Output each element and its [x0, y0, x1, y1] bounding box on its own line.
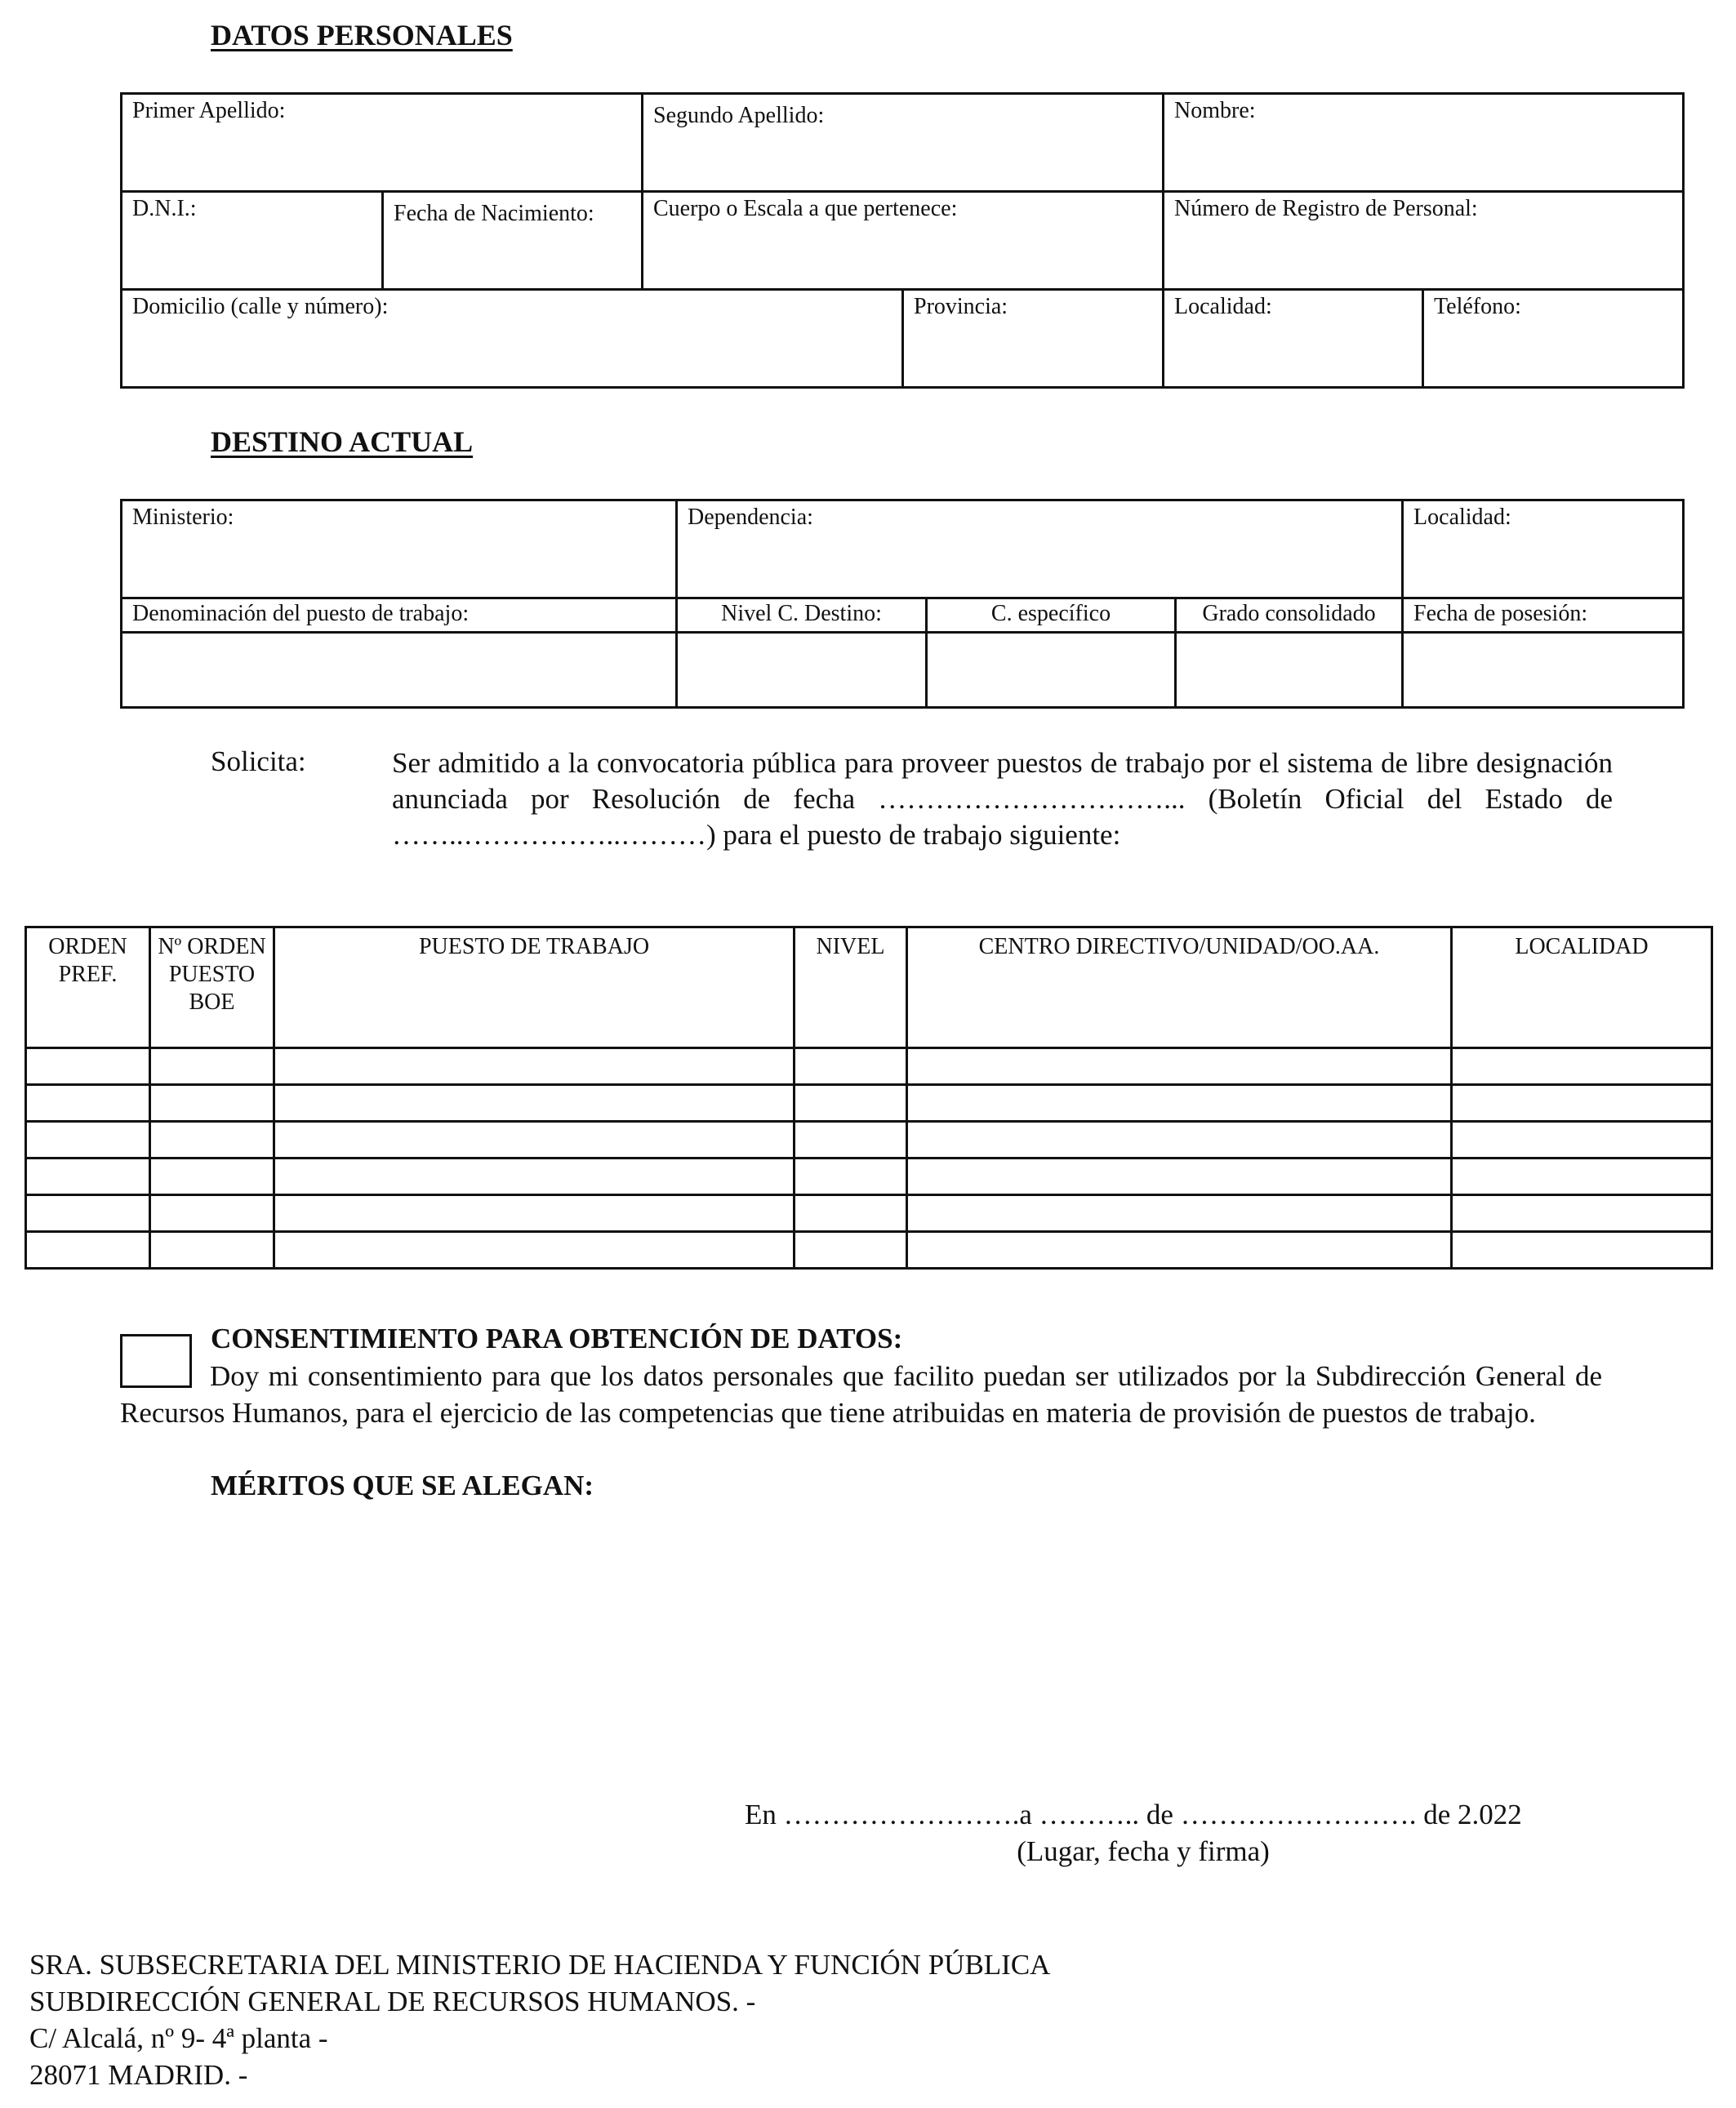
table-cell[interactable]	[26, 1195, 150, 1232]
table-cell[interactable]	[26, 1048, 150, 1085]
table-cell[interactable]	[795, 1122, 907, 1159]
table-row	[26, 1232, 1712, 1269]
address-line: SRA. SUBSECRETARIA DEL MINISTERIO DE HACIENDA Y FUNCIÓN PÚBLICA	[29, 1949, 1051, 1981]
consent-text-block	[120, 1358, 1602, 1431]
destino-actual-heading: DESTINO ACTUAL	[211, 425, 474, 458]
table-cell[interactable]	[907, 1159, 1452, 1195]
table-cell[interactable]	[26, 1085, 150, 1122]
n-orden-header: Nº ORDEN PUESTO BOE	[150, 927, 274, 1048]
table-cell[interactable]	[1452, 1122, 1712, 1159]
table-cell[interactable]	[150, 1159, 274, 1195]
table-cell[interactable]	[150, 1048, 274, 1085]
grado-consolidado-input[interactable]	[1176, 633, 1403, 708]
table-cell[interactable]	[1452, 1159, 1712, 1195]
fecha-posesion-header: Fecha de posesión:	[1403, 598, 1684, 633]
domicilio-field[interactable]	[122, 290, 903, 388]
table-cell[interactable]	[907, 1085, 1452, 1122]
localidad-header: LOCALIDAD	[1452, 927, 1712, 1048]
table-cell[interactable]	[795, 1085, 907, 1122]
ministerio-field[interactable]	[122, 500, 677, 598]
grado-consolidado-header: Grado consolidado	[1176, 598, 1403, 633]
address-line: 28071 MADRID. -	[29, 2059, 248, 2091]
nivel-header: NIVEL	[795, 927, 907, 1048]
orden-pref-header: ORDEN PREF.	[26, 927, 150, 1048]
table-cell[interactable]	[907, 1232, 1452, 1269]
localidad-label: Localidad:	[1174, 294, 1272, 319]
table-cell[interactable]	[1452, 1195, 1712, 1232]
table-cell[interactable]	[907, 1048, 1452, 1085]
table-row	[26, 1085, 1712, 1122]
centro-header: CENTRO DIRECTIVO/UNIDAD/OO.AA.	[907, 927, 1452, 1048]
address-line: C/ Alcalá, nº 9- 4ª planta -	[29, 2022, 328, 2054]
table-cell[interactable]	[26, 1122, 150, 1159]
address-block	[29, 1946, 1050, 2093]
fecha-nacimiento-label: Fecha de Nacimiento:	[394, 201, 594, 226]
nombre-field[interactable]	[1164, 94, 1684, 192]
table-cell[interactable]	[1452, 1232, 1712, 1269]
dni-field[interactable]	[122, 192, 383, 290]
localidad-destino-field[interactable]	[1403, 500, 1684, 598]
ministerio-label: Ministerio:	[132, 505, 234, 530]
table-row	[26, 1195, 1712, 1232]
table-row	[26, 1048, 1712, 1085]
numero-registro-field[interactable]	[1164, 192, 1684, 290]
table-cell[interactable]	[150, 1085, 274, 1122]
localidad-field[interactable]	[1164, 290, 1423, 388]
provincia-label: Provincia:	[914, 294, 1008, 319]
table-row	[26, 1159, 1712, 1195]
fecha-posesion-input[interactable]	[1403, 633, 1684, 708]
telefono-label: Teléfono:	[1434, 294, 1521, 319]
table-cell[interactable]	[274, 1195, 795, 1232]
denominacion-header: Denominación del puesto de trabajo:	[122, 598, 677, 633]
table-cell[interactable]	[1452, 1048, 1712, 1085]
table-cell[interactable]	[274, 1122, 795, 1159]
address-line: SUBDIRECCIÓN GENERAL DE RECURSOS HUMANOS. -	[29, 1986, 756, 2017]
dependencia-label: Dependencia:	[688, 505, 813, 530]
solicita-label: Solicita:	[211, 745, 306, 777]
nombre-label: Nombre:	[1174, 98, 1256, 123]
fecha-nacimiento-field[interactable]	[383, 192, 643, 290]
dependencia-field[interactable]	[677, 500, 1403, 598]
cuerpo-escala-label: Cuerpo o Escala a que pertenece:	[653, 196, 958, 221]
domicilio-label: Domicilio (calle y número):	[132, 294, 389, 319]
table-cell[interactable]	[274, 1085, 795, 1122]
puestos-table	[24, 926, 1713, 1270]
dni-label: D.N.I.:	[132, 196, 197, 221]
table-cell[interactable]	[795, 1195, 907, 1232]
signature-line: En …………………….a ……….. de ……………………. de 2.022	[745, 1799, 1522, 1830]
segundo-apellido-field[interactable]	[643, 94, 1164, 192]
table-cell[interactable]	[274, 1159, 795, 1195]
table-cell[interactable]	[274, 1232, 795, 1269]
meritos-title: MÉRITOS QUE SE ALEGAN:	[211, 1470, 594, 1501]
solicita-text: Ser admitido a la convocatoria pública para proveer puestos de trabajo por el sistema de libre designación anunciada por Resolución de fecha …………………………... (Boletín Oficial del Estado de ……..……………..………) para el puesto de trabajo siguiente:	[392, 747, 1613, 851]
nivel-destino-header: Nivel C. Destino:	[677, 598, 927, 633]
provincia-field[interactable]	[903, 290, 1164, 388]
c-especifico-header: C. específico	[927, 598, 1176, 633]
telefono-field[interactable]	[1423, 290, 1684, 388]
table-cell[interactable]	[150, 1122, 274, 1159]
table-cell[interactable]	[26, 1159, 150, 1195]
primer-apellido-label: Primer Apellido:	[132, 98, 286, 123]
table-cell[interactable]	[795, 1048, 907, 1085]
cuerpo-escala-field[interactable]	[643, 192, 1164, 290]
table-cell[interactable]	[907, 1195, 1452, 1232]
nivel-destino-input[interactable]	[677, 633, 927, 708]
table-cell[interactable]	[795, 1232, 907, 1269]
datos-personales-table	[120, 92, 1685, 389]
consent-text: Doy mi consentimiento para que los datos personales que facilito puedan ser utilizados por la Subdirección General de Recursos Humanos, para el ejercicio de las competencias que tiene atribuidas en materia de provisión de puestos de trabajo.	[120, 1360, 1602, 1429]
datos-personales-heading: DATOS PERSONALES	[211, 19, 513, 51]
table-row	[26, 1122, 1712, 1159]
table-cell[interactable]	[274, 1048, 795, 1085]
primer-apellido-field[interactable]	[122, 94, 643, 192]
denominacion-input[interactable]	[122, 633, 677, 708]
table-cell[interactable]	[150, 1232, 274, 1269]
table-cell[interactable]	[795, 1159, 907, 1195]
table-cell[interactable]	[907, 1122, 1452, 1159]
table-cell[interactable]	[26, 1232, 150, 1269]
puesto-header: PUESTO DE TRABAJO	[274, 927, 795, 1048]
c-especifico-input[interactable]	[927, 633, 1176, 708]
segundo-apellido-label: Segundo Apellido:	[653, 103, 825, 128]
table-cell[interactable]	[1452, 1085, 1712, 1122]
signature-caption: (Lugar, fecha y firma)	[1017, 1835, 1270, 1867]
consent-title: CONSENTIMIENTO PARA OBTENCIÓN DE DATOS:	[211, 1323, 903, 1354]
meritos-area[interactable]	[120, 1510, 1682, 1780]
table-cell[interactable]	[150, 1195, 274, 1232]
numero-registro-label: Número de Registro de Personal:	[1174, 196, 1478, 221]
localidad-destino-label: Localidad:	[1413, 505, 1511, 530]
destino-actual-table	[120, 499, 1685, 709]
